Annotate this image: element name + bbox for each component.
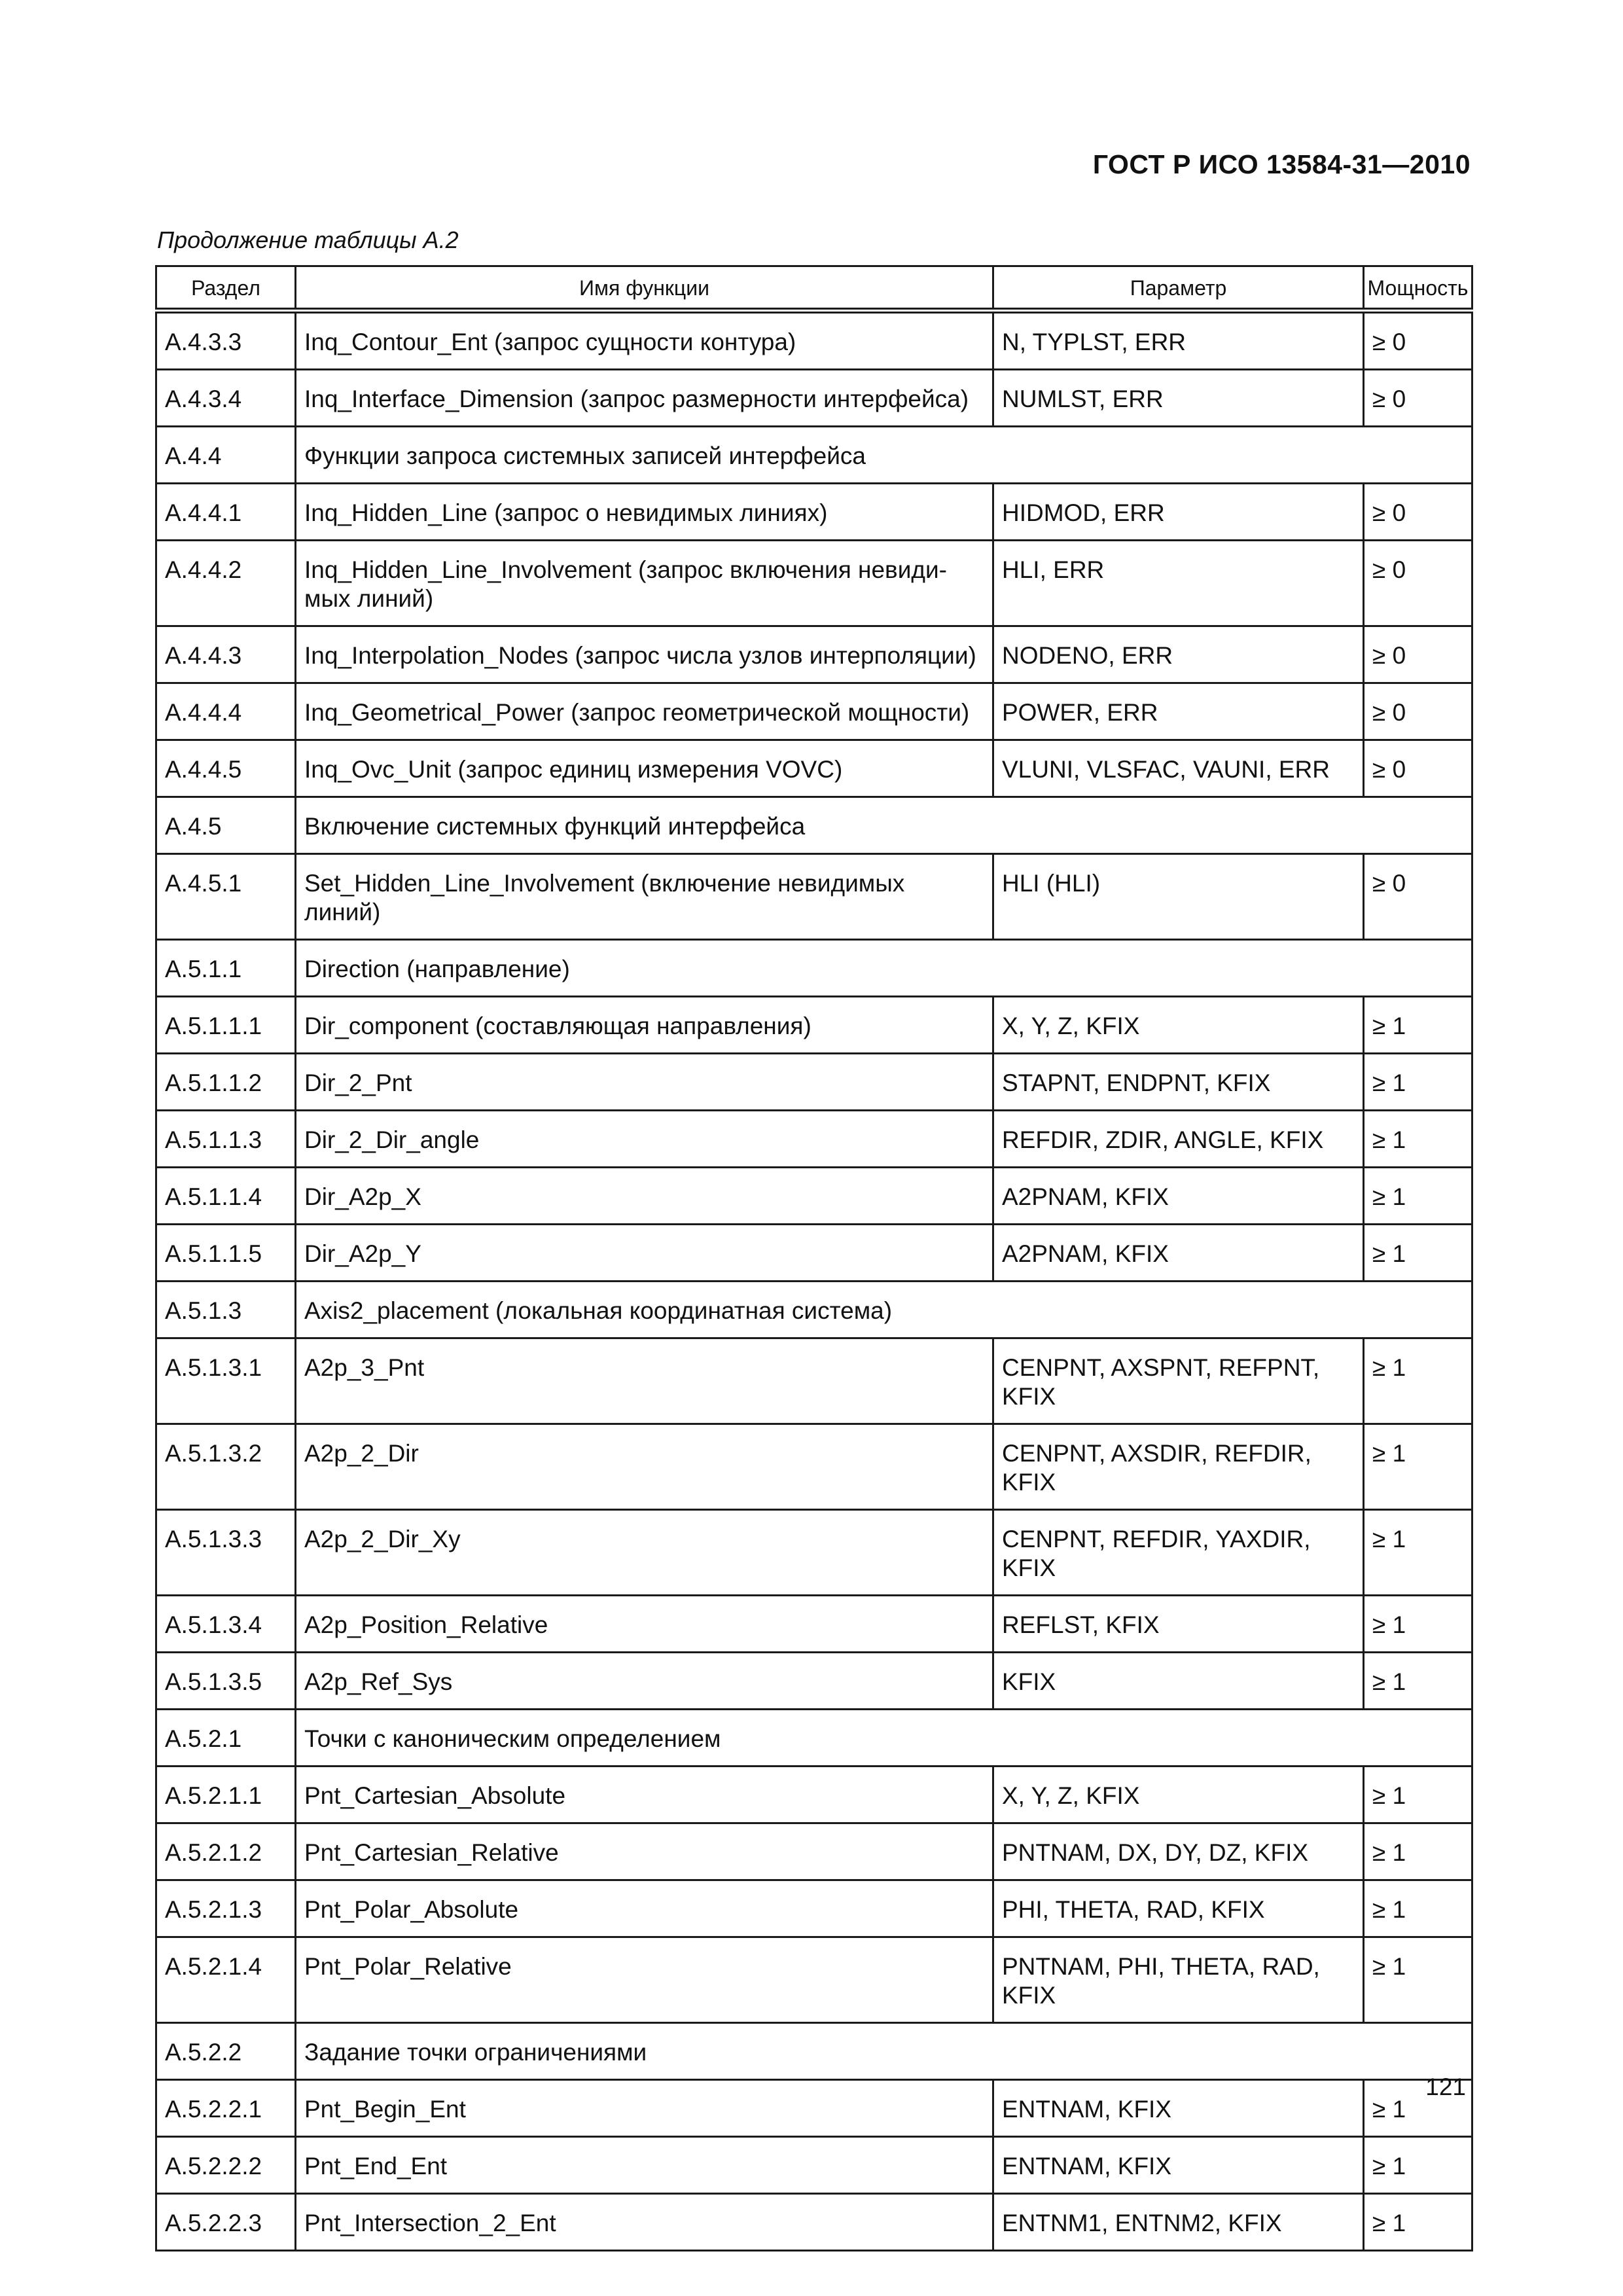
cell-section: A.4.4.2 bbox=[156, 541, 296, 626]
cell-section: A.4.4.4 bbox=[156, 683, 296, 740]
cell-power: ≥ 1 bbox=[1364, 2080, 1472, 2137]
cell-function-name: Inq_Interface_Dimension (запрос размерности интерфейса) bbox=[296, 370, 993, 427]
cell-parameter: ENTNM1, ENTNM2, KFIX bbox=[993, 2194, 1364, 2251]
cell-power: ≥ 1 bbox=[1364, 1424, 1472, 1510]
table-row bbox=[156, 370, 1472, 427]
table-row bbox=[156, 1510, 1472, 1596]
cell-section: A.4.5.1 bbox=[156, 854, 296, 940]
cell-power: ≥ 0 bbox=[1364, 740, 1472, 797]
cell-group-title: Axis2_placement (локальная координатная система) bbox=[296, 1282, 1472, 1338]
table-row bbox=[156, 1054, 1472, 1111]
cell-power: ≥ 0 bbox=[1364, 683, 1472, 740]
cell-section: A.5.1.1.3 bbox=[156, 1111, 296, 1168]
cell-section: A.5.1.1 bbox=[156, 940, 296, 997]
cell-group-title: Включение системных функций интерфейса bbox=[296, 797, 1472, 854]
cell-power: ≥ 1 bbox=[1364, 1225, 1472, 1282]
cell-parameter: A2PNAM, KFIX bbox=[993, 1168, 1364, 1225]
table-row bbox=[156, 1937, 1472, 2023]
table-row bbox=[156, 2137, 1472, 2194]
table-row bbox=[156, 854, 1472, 940]
cell-parameter: PHI, THETA, RAD, KFIX bbox=[993, 1880, 1364, 1937]
cell-function-name: Dir_component (составляющая направления) bbox=[296, 997, 993, 1054]
cell-section: A.4.4.3 bbox=[156, 626, 296, 683]
cell-parameter: KFIX bbox=[993, 1653, 1364, 1710]
cell-group-title: Точки с каноническим определением bbox=[296, 1710, 1472, 1767]
cell-parameter: N, TYPLST, ERR bbox=[993, 311, 1364, 370]
cell-power: ≥ 1 bbox=[1364, 1596, 1472, 1653]
table-row bbox=[156, 1225, 1472, 1282]
cell-parameter: CENPNT, REFDIR, YAXDIR, KFIX bbox=[993, 1510, 1364, 1596]
cell-section: A.5.2.2 bbox=[156, 2023, 296, 2080]
cell-power: ≥ 0 bbox=[1364, 370, 1472, 427]
cell-power: ≥ 1 bbox=[1364, 997, 1472, 1054]
table-row bbox=[156, 1767, 1472, 1823]
cell-function-name: A2p_Position_Relative bbox=[296, 1596, 993, 1653]
cell-parameter: VLUNI, VLSFAC, VAUNI, ERR bbox=[993, 740, 1364, 797]
table-row bbox=[156, 1880, 1472, 1937]
header-function-name: Имя функции bbox=[296, 266, 993, 311]
cell-function-name: A2p_3_Pnt bbox=[296, 1338, 993, 1424]
cell-power: ≥ 0 bbox=[1364, 854, 1472, 940]
table-group-row bbox=[156, 797, 1472, 854]
table-row bbox=[156, 997, 1472, 1054]
table-body bbox=[156, 311, 1472, 2251]
cell-function-name: A2p_2_Dir_Xy bbox=[296, 1510, 993, 1596]
table-group-row bbox=[156, 1282, 1472, 1338]
table-group-row bbox=[156, 427, 1472, 484]
cell-function-name: Inq_Geometrical_Power (запрос геометрической мощности) bbox=[296, 683, 993, 740]
cell-function-name: Dir_2_Dir_angle bbox=[296, 1111, 993, 1168]
cell-section: A.5.1.3.2 bbox=[156, 1424, 296, 1510]
table-row bbox=[156, 1823, 1472, 1880]
cell-parameter: CENPNT, AXSDIR, REFDIR, KFIX bbox=[993, 1424, 1364, 1510]
cell-parameter: ENTNAM, KFIX bbox=[993, 2137, 1364, 2194]
cell-parameter: NUMLST, ERR bbox=[993, 370, 1364, 427]
cell-parameter: STAPNT, ENDPNT, KFIX bbox=[993, 1054, 1364, 1111]
header-power: Мощность bbox=[1364, 266, 1472, 311]
cell-power: ≥ 1 bbox=[1364, 2194, 1472, 2251]
cell-function-name: Dir_A2p_X bbox=[296, 1168, 993, 1225]
cell-function-name: A2p_2_Dir bbox=[296, 1424, 993, 1510]
cell-function-name: Pnt_End_Ent bbox=[296, 2137, 993, 2194]
cell-power: ≥ 1 bbox=[1364, 1111, 1472, 1168]
cell-function-name: Inq_Ovc_Unit (запрос единиц измерения VOVC) bbox=[296, 740, 993, 797]
table-row bbox=[156, 1596, 1472, 1653]
table-row bbox=[156, 1653, 1472, 1710]
cell-parameter: REFDIR, ZDIR, ANGLE, KFIX bbox=[993, 1111, 1364, 1168]
cell-function-name: Pnt_Cartesian_Relative bbox=[296, 1823, 993, 1880]
cell-section: A.4.4 bbox=[156, 427, 296, 484]
cell-power: ≥ 1 bbox=[1364, 1823, 1472, 1880]
table-group-row bbox=[156, 2023, 1472, 2080]
cell-power: ≥ 0 bbox=[1364, 541, 1472, 626]
cell-section: A.4.4.5 bbox=[156, 740, 296, 797]
cell-section: A.5.1.3.5 bbox=[156, 1653, 296, 1710]
cell-section: A.5.2.1.4 bbox=[156, 1937, 296, 2023]
cell-parameter: A2PNAM, KFIX bbox=[993, 1225, 1364, 1282]
cell-section: A.4.3.3 bbox=[156, 311, 296, 370]
cell-function-name: Dir_A2p_Y bbox=[296, 1225, 993, 1282]
cell-parameter: REFLST, KFIX bbox=[993, 1596, 1364, 1653]
cell-power: ≥ 1 bbox=[1364, 1168, 1472, 1225]
cell-power: ≥ 1 bbox=[1364, 1338, 1472, 1424]
table-row bbox=[156, 1424, 1472, 1510]
table-group-row bbox=[156, 1710, 1472, 1767]
cell-function-name: Pnt_Intersection_2_Ent bbox=[296, 2194, 993, 2251]
cell-power: ≥ 0 bbox=[1364, 626, 1472, 683]
cell-parameter: ENTNAM, KFIX bbox=[993, 2080, 1364, 2137]
header-section: Раздел bbox=[156, 266, 296, 311]
cell-section: A.5.2.2.3 bbox=[156, 2194, 296, 2251]
page-number: 121 bbox=[1425, 2073, 1466, 2100]
cell-function-name: Set_Hidden_Line_Involvement (включение невидимых линий) bbox=[296, 854, 993, 940]
cell-function-name: Inq_Hidden_Line (запрос о невидимых линиях) bbox=[296, 484, 993, 541]
table-row bbox=[156, 740, 1472, 797]
table-row bbox=[156, 311, 1472, 370]
cell-section: A.5.1.1.4 bbox=[156, 1168, 296, 1225]
cell-power: ≥ 1 bbox=[1364, 1767, 1472, 1823]
cell-section: A.5.2.2.1 bbox=[156, 2080, 296, 2137]
cell-function-name: A2p_Ref_Sys bbox=[296, 1653, 993, 1710]
cell-group-title: Задание точки ограничениями bbox=[296, 2023, 1472, 2080]
table-group-row bbox=[156, 940, 1472, 997]
table-header-row bbox=[156, 266, 1472, 311]
cell-parameter: X, Y, Z, KFIX bbox=[993, 997, 1364, 1054]
cell-function-name: Pnt_Begin_Ent bbox=[296, 2080, 993, 2137]
cell-section: A.5.1.3 bbox=[156, 1282, 296, 1338]
functions-table bbox=[155, 265, 1473, 2251]
table-row bbox=[156, 1168, 1472, 1225]
cell-power: ≥ 1 bbox=[1364, 1880, 1472, 1937]
cell-power: ≥ 1 bbox=[1364, 1510, 1472, 1596]
cell-section: A.4.5 bbox=[156, 797, 296, 854]
table-caption: Продолжение таблицы А.2 bbox=[157, 226, 459, 253]
table-row bbox=[156, 541, 1472, 626]
document-header: ГОСТ Р ИСО 13584-31—2010 bbox=[1092, 149, 1471, 179]
cell-function-name: Inq_Interpolation_Nodes (запрос числа узлов интерполяции) bbox=[296, 626, 993, 683]
cell-parameter: POWER, ERR bbox=[993, 683, 1364, 740]
table-row bbox=[156, 2194, 1472, 2251]
cell-parameter: CENPNT, AXSPNT, REFPNT, KFIX bbox=[993, 1338, 1364, 1424]
cell-parameter: NODENO, ERR bbox=[993, 626, 1364, 683]
cell-section: A.5.1.3.3 bbox=[156, 1510, 296, 1596]
cell-section: A.5.2.2.2 bbox=[156, 2137, 296, 2194]
cell-section: A.5.2.1.1 bbox=[156, 1767, 296, 1823]
cell-power: ≥ 0 bbox=[1364, 484, 1472, 541]
cell-parameter: HLI (HLI) bbox=[993, 854, 1364, 940]
cell-section: A.5.1.1.2 bbox=[156, 1054, 296, 1111]
cell-function-name: Inq_Hidden_Line_Involvement (запрос включения невиди-мых линий) bbox=[296, 541, 993, 626]
cell-section: A.5.1.3.1 bbox=[156, 1338, 296, 1424]
cell-power: ≥ 1 bbox=[1364, 1054, 1472, 1111]
cell-section: A.5.1.1.5 bbox=[156, 1225, 296, 1282]
cell-parameter: HLI, ERR bbox=[993, 541, 1364, 626]
cell-section: A.5.2.1.3 bbox=[156, 1880, 296, 1937]
cell-function-name: Pnt_Polar_Relative bbox=[296, 1937, 993, 2023]
cell-section: A.4.3.4 bbox=[156, 370, 296, 427]
table-row bbox=[156, 1338, 1472, 1424]
cell-parameter: PNTNAM, PHI, THETA, RAD, KFIX bbox=[993, 1937, 1364, 2023]
table-row bbox=[156, 484, 1472, 541]
cell-function-name: Inq_Contour_Ent (запрос сущности контура) bbox=[296, 311, 993, 370]
cell-function-name: Pnt_Polar_Absolute bbox=[296, 1880, 993, 1937]
cell-parameter: HIDMOD, ERR bbox=[993, 484, 1364, 541]
cell-section: A.5.2.1 bbox=[156, 1710, 296, 1767]
table-row bbox=[156, 626, 1472, 683]
cell-section: A.5.2.1.2 bbox=[156, 1823, 296, 1880]
cell-group-title: Функции запроса системных записей интерфейса bbox=[296, 427, 1472, 484]
cell-power: ≥ 1 bbox=[1364, 1653, 1472, 1710]
cell-power: ≥ 1 bbox=[1364, 1937, 1472, 2023]
cell-section: A.4.4.1 bbox=[156, 484, 296, 541]
cell-section: A.5.1.1.1 bbox=[156, 997, 296, 1054]
header-parameter: Параметр bbox=[993, 266, 1364, 311]
cell-group-title: Direction (направление) bbox=[296, 940, 1472, 997]
cell-section: A.5.1.3.4 bbox=[156, 1596, 296, 1653]
cell-power: ≥ 0 bbox=[1364, 311, 1472, 370]
cell-parameter: X, Y, Z, KFIX bbox=[993, 1767, 1364, 1823]
cell-function-name: Pnt_Cartesian_Absolute bbox=[296, 1767, 993, 1823]
table-row bbox=[156, 1111, 1472, 1168]
cell-function-name: Dir_2_Pnt bbox=[296, 1054, 993, 1111]
table-row bbox=[156, 683, 1472, 740]
cell-power: ≥ 1 bbox=[1364, 2137, 1472, 2194]
cell-parameter: PNTNAM, DX, DY, DZ, KFIX bbox=[993, 1823, 1364, 1880]
